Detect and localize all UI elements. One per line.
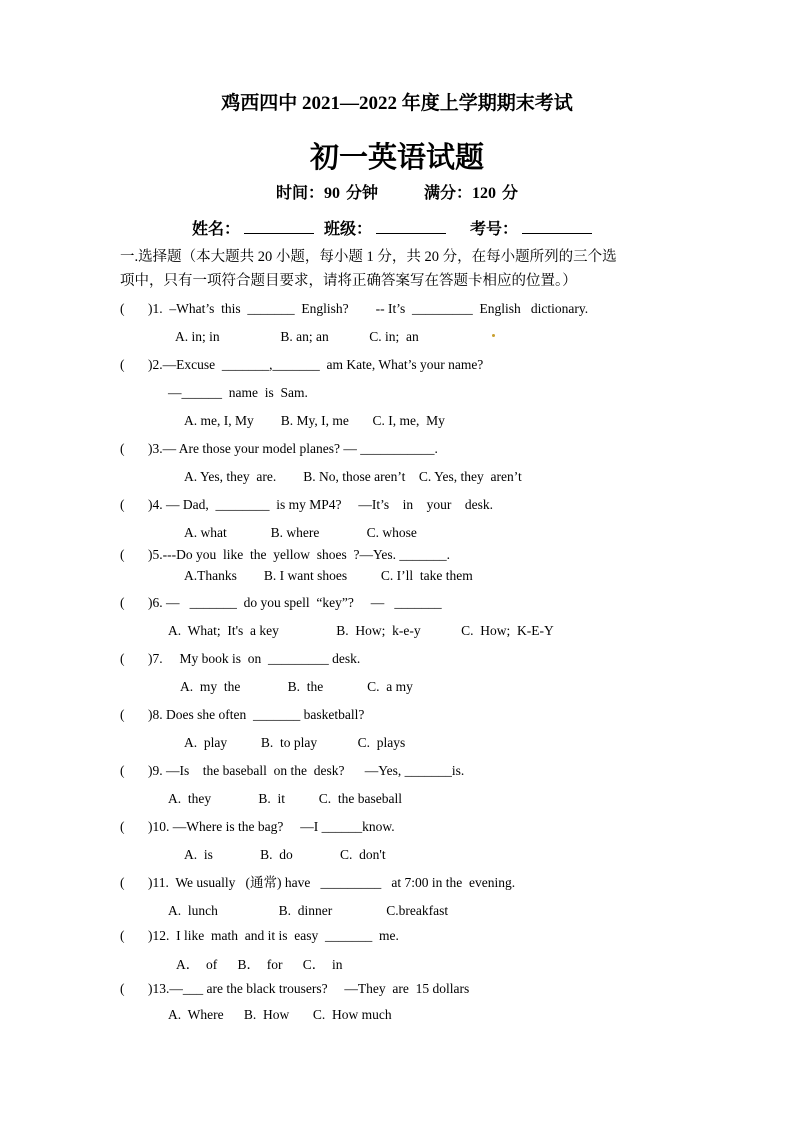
question-12-text: )12. I like math and it is easy _______ me.	[148, 928, 399, 943]
question-10	[120, 818, 395, 836]
question-8	[120, 706, 364, 724]
answer-paren[interactable]: (	[120, 497, 125, 512]
question-2-options: A. me, I, My B. My, I, me C. I, me, My	[184, 413, 445, 428]
subject-title: 初一英语试题	[309, 142, 484, 174]
answer-paren[interactable]: (	[120, 928, 125, 943]
answer-paren[interactable]: (	[120, 651, 125, 666]
question-7-text: )7. My book is on _________ desk.	[148, 651, 361, 666]
class-blank[interactable]	[376, 219, 446, 234]
question-6	[120, 594, 442, 612]
answer-paren[interactable]: (	[120, 547, 125, 562]
question-2-text: )2.—Excuse _______,_______ am Kate, What’s your name?	[148, 357, 484, 372]
question-1	[120, 300, 588, 318]
stray-dot	[492, 334, 495, 337]
question-2-line-2: —______ name is Sam.	[168, 385, 308, 400]
name-blank[interactable]	[244, 219, 314, 234]
exam-score: 满分：120 分	[424, 185, 519, 202]
question-8-options: A. play B. to play C. plays	[184, 735, 406, 750]
question-5-options: A.Thanks B. I want shoes C. I’ll take them	[184, 568, 473, 583]
question-9-text: )9. —Is the baseball on the desk? —Yes, _______is.	[148, 763, 465, 778]
question-2	[120, 356, 483, 374]
question-5-text: )5.---Do you like the yellow shoes ?—Yes. _______.	[148, 547, 450, 562]
question-10-options: A. is B. do C. don't	[184, 847, 386, 862]
school-exam-title: 鸡西四中 2021—2022 年度上学期期末考试	[221, 93, 573, 114]
question-1-options: A. in; in B. an; an C. in; an	[175, 329, 419, 344]
question-4-text: )4. — Dad, ________ is my MP4? —It’s in your desk.	[148, 497, 493, 512]
number-blank[interactable]	[522, 219, 592, 234]
answer-paren[interactable]: (	[120, 819, 125, 834]
question-6-options: A. What; It's a key B. How; k-e-y C. How; K-E-Y	[168, 623, 554, 638]
question-9	[120, 762, 464, 780]
question-10-text: )10. —Where is the bag? —I ______know.	[148, 819, 395, 834]
instruction-line-1: 一.选择题（本大题共 20 小题，每小题 1 分，共 20 分，在每小题所列的三个选	[120, 249, 617, 265]
instruction-line-2: 项中，只有一项符合题目要求，请将正确答案写在答题卡相应的位置。）	[120, 273, 577, 289]
question-3-options: A. Yes, they are. B. No, those aren’t C. Yes, they aren’t	[184, 469, 522, 484]
answer-paren[interactable]: (	[120, 981, 125, 996]
question-1-text: )1. –What’s this _______ English? -- It’s _________ English dictionary.	[148, 301, 589, 316]
question-13	[120, 980, 469, 998]
answer-paren[interactable]: (	[120, 763, 125, 778]
question-3-text: )3.— Are those your model planes? — ___________.	[148, 441, 438, 456]
name-label: 姓名：	[191, 221, 240, 238]
student-info	[0, 219, 794, 239]
answer-paren[interactable]: (	[120, 875, 125, 890]
exam-time: 时间：90 分钟	[275, 185, 378, 202]
answer-paren[interactable]: (	[120, 301, 125, 316]
question-8-text: )8. Does she often _______ basketball?	[148, 707, 365, 722]
class-label: 班级：	[323, 221, 372, 238]
question-5	[120, 546, 450, 564]
question-3	[120, 440, 438, 458]
question-13-options: A. Where B. How C. How much	[168, 1007, 392, 1022]
question-11-options: A. lunch B. dinner C.breakfast	[168, 903, 449, 918]
exam-meta	[0, 185, 794, 203]
question-11-text: )11. We usually (通常) have _________ at 7:00 in the evening.	[148, 875, 516, 890]
number-label: 考号：	[470, 221, 519, 238]
section-instruction	[120, 245, 690, 293]
question-12	[120, 927, 399, 945]
question-12-options: A． of B． for C． in	[176, 957, 343, 972]
question-7	[120, 650, 360, 668]
answer-paren[interactable]: (	[120, 595, 125, 610]
question-11	[120, 874, 515, 892]
question-4-options: A. what B. where C. whose	[184, 525, 417, 540]
answer-paren[interactable]: (	[120, 357, 125, 372]
question-6-text: )6. — _______ do you spell “key”? — _______	[148, 595, 442, 610]
question-4	[120, 496, 493, 514]
answer-paren[interactable]: (	[120, 441, 125, 456]
question-7-options: A. my the B. the C. a my	[180, 679, 413, 694]
question-9-options: A. they B. it C. the baseball	[168, 791, 402, 806]
question-13-text: )13.—___ are the black trousers? —They are 15 dollars	[148, 981, 470, 996]
answer-paren[interactable]: (	[120, 707, 125, 722]
